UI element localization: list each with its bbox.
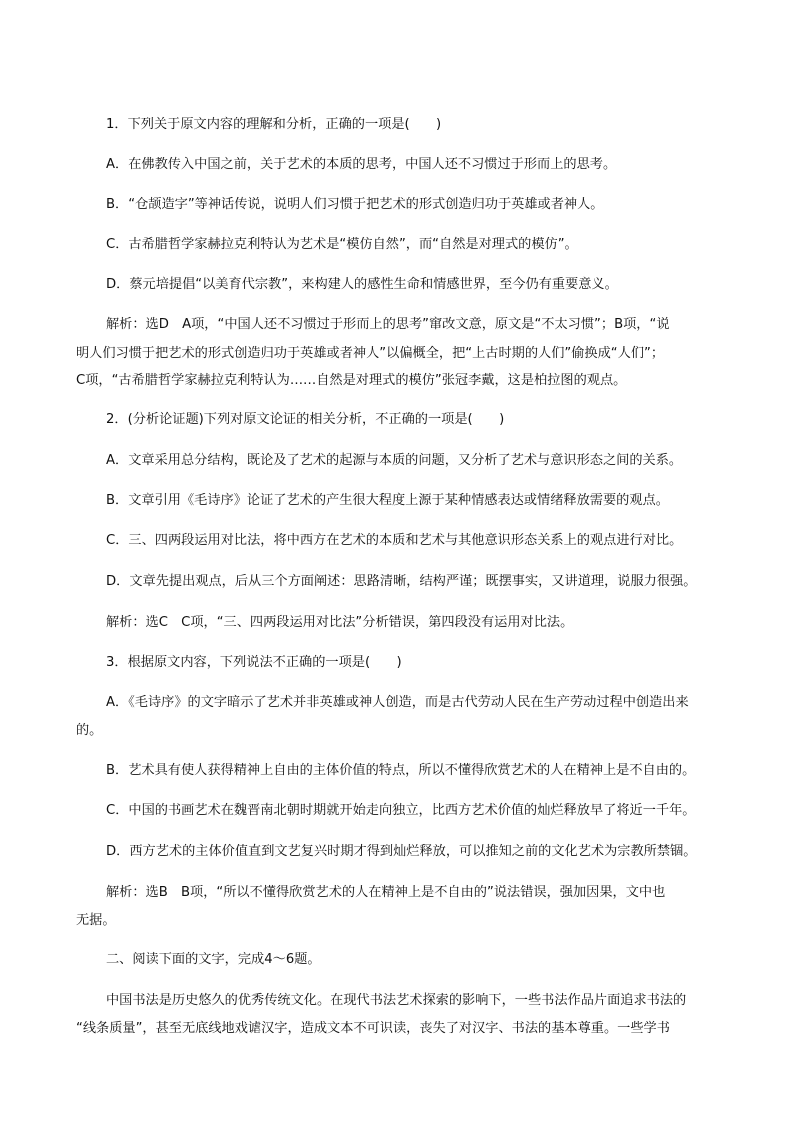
answer-3-line-1: 解析：选B B项，“所以不懂得欣赏艺术的人在精神上是不自由的”说法错误，强加因果，文中也	[106, 885, 666, 900]
question-1-option-c: C．古希腊哲学家赫拉克利特认为艺术是“模仿自然”，而“自然是对理式的模仿”。	[106, 237, 578, 252]
answer-2-line-1: 解析：选C C项，“三、四两段运用对比法”分析错误，第四段没有运用对比法。	[106, 615, 574, 630]
question-2-stem: 2．(分析论证题)下列对原文论证的相关分析，不正确的一项是( )	[106, 412, 505, 427]
section-heading: 二、阅读下面的文字，完成4～6题。	[106, 952, 321, 967]
passage-line-1: 中国书法是历史悠久的优秀传统文化。在现代书法艺术探索的影响下，一些书法作品片面追求书法的	[106, 993, 687, 1008]
answer-1-line-1: 解析：选D A项，“中国人还不习惯过于形而上的思考”窜改文意，原文是“不太习惯”；B项，“说	[106, 317, 670, 332]
question-1-option-d: D．蔡元培提倡“以美育代宗教”，来构建人的感性生命和情感世界，至今仍有重要意义。	[106, 277, 618, 292]
question-3-option-a-line-2: 的。	[76, 723, 103, 738]
question-2-option-d: D．文章先提出观点，后从三个方面阐述：思路清晰，结构严谨；既摆事实，又讲道理，说服力很强。	[106, 574, 697, 589]
question-3-option-c: C．中国的书画艺术在魏晋南北朝时期就开始走向独立，比西方艺术价值的灿烂释放早了将近一千年。	[106, 803, 696, 818]
question-2-option-b: B．文章引用《毛诗序》论证了艺术的产生很大程度上源于某种情感表达或情绪释放需要的观点。	[106, 493, 669, 508]
question-1-stem: 1．下列关于原文内容的理解和分析，正确的一项是( )	[106, 117, 442, 132]
question-2-option-a: A．文章采用总分结构，既论及了艺术的起源与本质的问题，又分析了艺术与意识形态之间的关系。	[106, 453, 683, 468]
question-1-option-a: A．在佛教传入中国之前，关于艺术的本质的思考，中国人还不习惯过于形而上的思考。	[106, 157, 617, 172]
question-3-option-a-line-1: A．《毛诗序》的文字暗示了艺术并非英雄或神人创造，而是古代劳动人民在生产劳动过程中创造出来	[106, 695, 689, 710]
answer-1-line-2: 明人们习惯于把艺术的形式创造归功于英雄或者神人”以偏概全，把“上古时期的人们”偷换成“人们”；	[76, 346, 665, 361]
answer-1-line-3: C项，“古希腊哲学家赫拉克利特认为……自然是对理式的模仿”张冠李戴，这是柏拉图的观点。	[76, 373, 627, 388]
passage-line-2: “线条质量”，甚至无底线地戏谑汉字，造成文本不可识读，丧失了对汉字、书法的基本尊重。一些学书	[76, 1021, 670, 1036]
question-3-option-b: B．艺术具有使人获得精神上自由的主体价值的特点，所以不懂得欣赏艺术的人在精神上是不自由的。	[106, 763, 696, 778]
answer-3-line-2: 无据。	[76, 913, 116, 928]
question-3-stem: 3．根据原文内容，下列说法不正确的一项是( )	[106, 655, 402, 670]
question-2-option-c: C．三、四两段运用对比法，将中西方在艺术的本质和艺术与其他意识形态关系上的观点进行对比。	[106, 533, 683, 548]
question-1-option-b: B．“仓颉造字”等神话传说，说明人们习惯于把艺术的形式创造归功于英雄或者神人。	[106, 197, 604, 212]
question-3-option-d: D．西方艺术的主体价值直到文艺复兴时期才得到灿烂释放，可以推知之前的文化艺术为宗教所禁锢。	[106, 844, 697, 859]
